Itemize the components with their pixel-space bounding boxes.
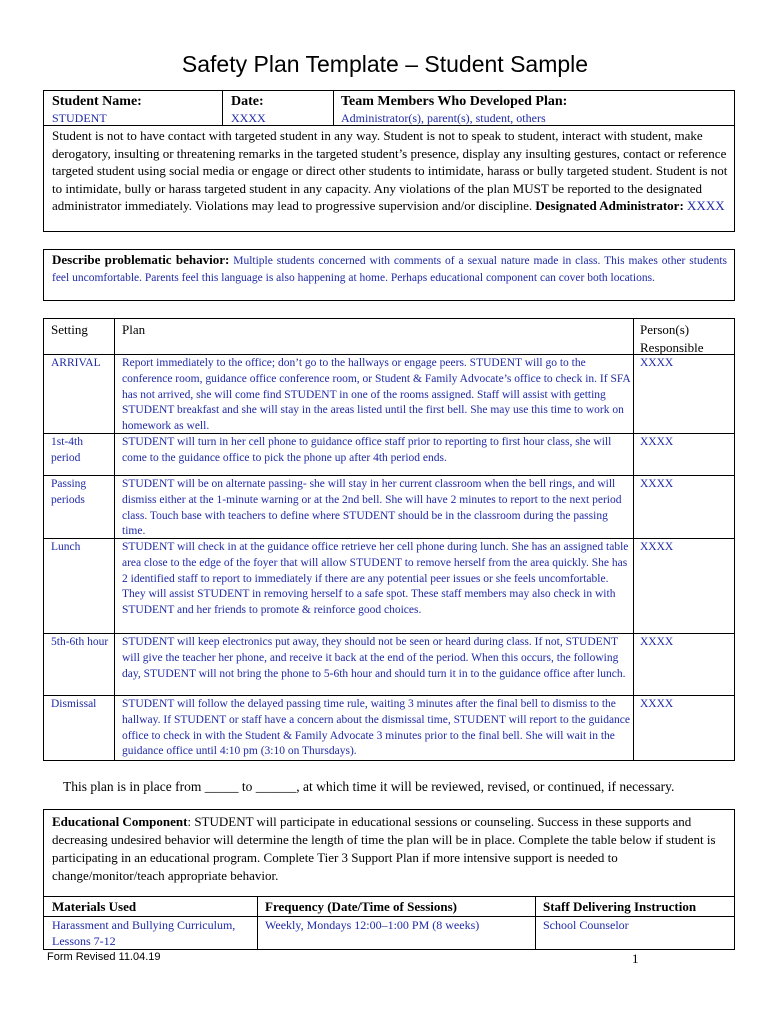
plan-period-statement: This plan is in place from _____ to ______, at which time it will be reviewed, revised, or continued, if necessary. bbox=[63, 779, 675, 794]
materials-table bbox=[43, 896, 735, 950]
page-title: Safety Plan Template – Student Sample bbox=[181, 51, 589, 77]
date-value: XXXX bbox=[231, 111, 266, 125]
row-person: XXXX bbox=[640, 436, 674, 448]
row-person: XXXX bbox=[640, 541, 674, 553]
row-setting: Passing periods bbox=[51, 478, 87, 506]
restriction-text: Student is not to have contact with targeted student in any way. Student is not to speak to student, interact with student, make derogatory, insulting or threatening remarks in the targeted student’s presence, display any insulting gestures, contact or reference targeted student using social media or engage or direct other students to intimidate, harass or bully targeted student. Student is not to intimidate, bully or harass targeted student in any capacity. Any violations of the plan MUST be reported to the designated administrator immediately. Violations may lead to progressive supervision and/or discipline. bbox=[52, 128, 728, 214]
educational-component-box bbox=[43, 809, 735, 897]
row-plan: STUDENT will check in at the guidance office retrieve her cell phone during lunch. She has an assigned table area close to the edge of the foyer that will allow STUDENT to remove herself from the area quickly. She has 2 identified staff to report to immediately if there are any potential peer issues or she feels uncomfortable. They will assist STUDENT in removing herself to a safe spot. These staff members may also check in with STUDENT and her friends to promote & reinforce good choices. bbox=[122, 541, 629, 617]
row-setting: 1st-4th period bbox=[51, 436, 83, 464]
row-plan: STUDENT will follow the delayed passing time rule, waiting 3 minutes after the final bell to dismiss to the hallway. If STUDENT or staff have a concern about the dismissal time, STUDENT will report to the guidance office to check in with the Student & Family Advocate 3 minutes prior to the final bell. She will wait in the guidance office until 4:10 pm (3:10 on Thursdays). bbox=[122, 698, 631, 758]
row-person: XXXX bbox=[640, 357, 674, 369]
student-name-value: STUDENT bbox=[52, 111, 107, 125]
row-plan: STUDENT will turn in her cell phone to guidance office staff prior to reporting to first hour class, she will come to the guidance office to pick the phone up after 4th period ends. bbox=[122, 436, 612, 464]
problem-behavior-box bbox=[43, 249, 735, 301]
team-value: Administrator(s), parent(s), student, others bbox=[341, 111, 546, 125]
row-plan: STUDENT will keep electronics put away, they should not be seen or heard during class. If not, STUDENT will give the teacher her phone, and receive it back at the end of the period. When this occurs, the following day, STUDENT will not bring the phone to 5-6th hour and should turn it in to the guidance office after lunch. bbox=[122, 636, 626, 680]
frequency-value: Weekly, Mondays 12:00–1:00 PM (8 weeks) bbox=[265, 918, 480, 932]
student-info-box bbox=[43, 90, 735, 232]
problem-paragraph bbox=[52, 252, 727, 286]
plan-header: Plan bbox=[122, 322, 146, 337]
problem-text: Multiple students concerned with comments of a sexual nature made in class. This makes other students feel uncomfortable. Parents feel this language is also happening at home. Perhaps educational component can cover both locations. bbox=[52, 255, 727, 284]
row-person: XXXX bbox=[640, 698, 674, 710]
admin-label: Designated Administrator: bbox=[535, 198, 684, 214]
restriction-paragraph bbox=[52, 127, 728, 215]
staff-value: School Counselor bbox=[543, 918, 629, 932]
admin-value: XXXX bbox=[687, 198, 725, 214]
person-header: Person(s) Responsible bbox=[640, 322, 704, 355]
educational-text: : STUDENT will participate in educational sessions or counseling. Success in these supports and decreasing undesired behavior will determine the length of time the plan will be in place. Complete the table below if student is participating in an educational program. Complete Tier 3 Support Plan if more intensive support is needed to change/monitor/teach appropriate behavior. bbox=[52, 814, 716, 883]
page-number: 1 bbox=[632, 951, 639, 966]
plan-table bbox=[43, 318, 735, 761]
date-label: Date: bbox=[231, 94, 264, 109]
materials-value: Harassment and Bullying Curriculum, Lessons 7-12 bbox=[52, 918, 236, 948]
setting-header: Setting bbox=[51, 322, 88, 337]
frequency-header: Frequency (Date/Time of Sessions) bbox=[265, 899, 457, 914]
row-plan: STUDENT will be on alternate passing- she will stay in her current classroom when the bell rings, and will dismiss either at the 1-minute warning or at the 2nd bell. She will have 2 minutes to report to the next period class. Touch base with teachers to define where STUDENT should be in the classroom during the passing time. bbox=[122, 478, 622, 538]
student-name-label: Student Name: bbox=[52, 94, 142, 109]
problem-label: Describe problematic behavior: bbox=[52, 252, 230, 267]
row-setting: Lunch bbox=[51, 541, 81, 553]
row-setting: Dismissal bbox=[51, 698, 97, 710]
staff-header: Staff Delivering Instruction bbox=[543, 899, 697, 914]
team-label: Team Members Who Developed Plan: bbox=[341, 94, 568, 109]
educational-label: Educational Component bbox=[52, 814, 188, 829]
row-person: XXXX bbox=[640, 478, 674, 490]
form-revised-footer: Form Revised 11.04.19 bbox=[47, 951, 161, 963]
row-plan: Report immediately to the office; don’t go to the hallways or engage peers. STUDENT will go to the conference room, guidance office conference room, or Student & Family Advocate’s office to check in. If SFA has not arrived, she will come find STUDENT in one of the rooms assigned. Staff will assist with getting STUDENT breakfast and she will stay in the areas listed until the first bell. She may use this time to work on homework as well. bbox=[122, 357, 631, 433]
row-person: XXXX bbox=[640, 636, 674, 648]
educational-paragraph bbox=[52, 813, 728, 885]
row-setting: 5th-6th hour bbox=[51, 636, 109, 648]
row-setting: ARRIVAL bbox=[51, 357, 101, 369]
materials-header: Materials Used bbox=[52, 899, 137, 914]
